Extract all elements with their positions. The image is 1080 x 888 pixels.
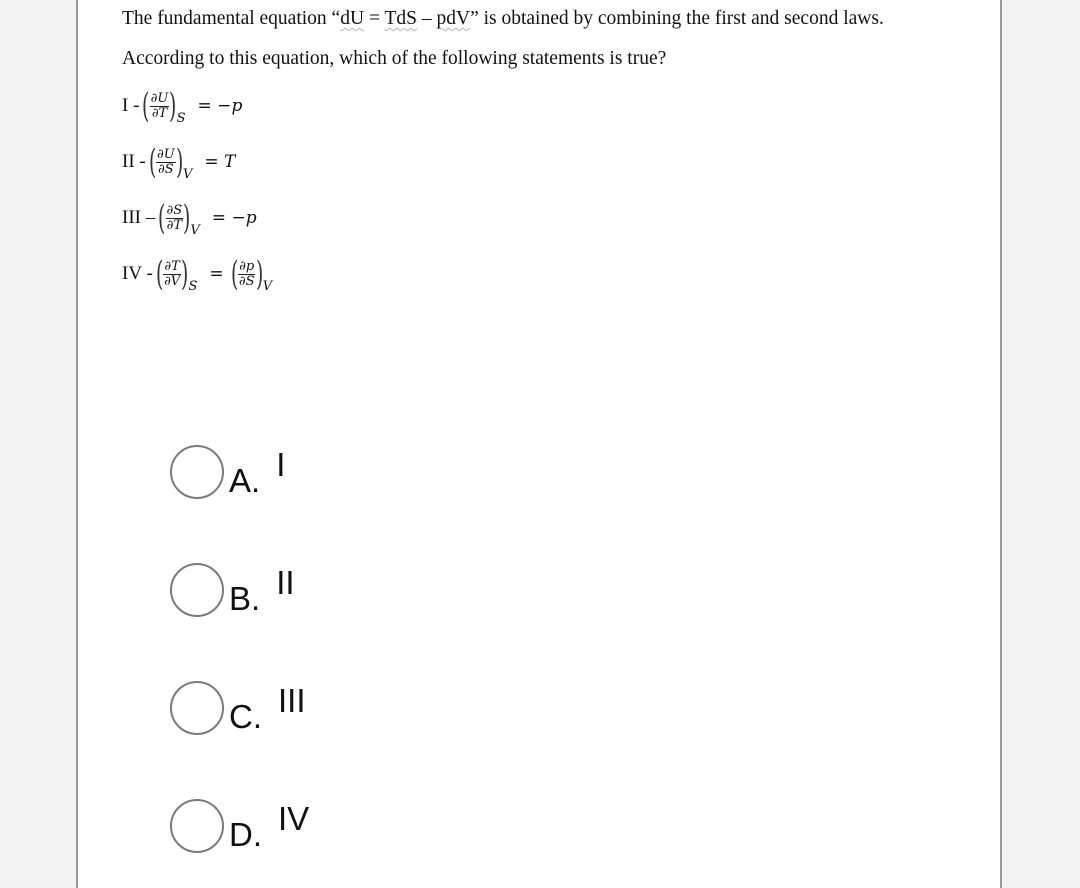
equation-du: dU <box>340 8 365 29</box>
rhs-operator: = − <box>197 96 232 116</box>
equals-sign: = <box>209 264 224 284</box>
left-paren: ( <box>148 142 157 182</box>
option-letter: C. <box>229 698 262 735</box>
radio-button-b[interactable] <box>170 563 224 617</box>
rhs-operator: = <box>204 152 224 172</box>
fraction-subscript: S <box>188 279 198 294</box>
statement-rhs <box>212 208 257 228</box>
right-paren: ) <box>183 198 191 238</box>
option-a[interactable] <box>170 442 285 502</box>
fraction-numerator: ∂S <box>166 202 183 218</box>
radio-button-c[interactable] <box>170 681 224 735</box>
fraction-subscript: S <box>176 111 186 126</box>
question-suffix: ” is obtained by combining the first and second laws. <box>470 8 884 29</box>
fraction-numerator: ∂p <box>239 258 255 274</box>
statement-label: IV - <box>122 263 153 284</box>
rhs-variable: T <box>224 152 236 172</box>
right-paren: ) <box>175 142 183 182</box>
right-paren: ) <box>255 254 263 294</box>
rhs-variable: p <box>231 96 243 116</box>
fraction-denominator: ∂S <box>158 161 174 177</box>
statement-label: III – <box>122 207 156 228</box>
option-letter: A. <box>229 462 261 499</box>
fraction-numerator: ∂U <box>157 146 175 162</box>
fraction-numerator: ∂T <box>164 258 180 274</box>
equation-pdv: pdV <box>436 8 471 29</box>
right-paren: ) <box>169 86 177 126</box>
fraction-subscript: V <box>190 223 200 238</box>
question-prefix: The fundamental equation “ <box>122 8 341 29</box>
statement-3 <box>122 196 257 240</box>
fraction-subscript: V <box>262 279 273 294</box>
partial-fraction <box>150 92 170 120</box>
partial-fraction <box>163 260 181 288</box>
fraction-denominator: ∂T <box>166 217 183 233</box>
fraction-subscript: V <box>182 167 193 182</box>
option-letter: B. <box>229 580 261 617</box>
statement-label: II - <box>122 151 146 172</box>
equation-tds: TdS <box>384 8 417 29</box>
statement-rhs <box>198 96 243 116</box>
option-d[interactable] <box>170 796 309 856</box>
fraction-denominator: ∂T <box>151 105 168 121</box>
left-paren: ( <box>142 86 150 126</box>
question-card <box>76 0 1002 888</box>
question-line-2: According to this equation, which of the following statements is true? <box>122 48 667 69</box>
partial-fraction-rhs <box>238 260 256 288</box>
partial-fraction <box>156 148 176 176</box>
fraction-denominator: ∂S <box>238 273 255 289</box>
statement-label: I - <box>122 95 140 116</box>
question-line-1 <box>122 8 884 30</box>
statement-rhs <box>204 152 235 172</box>
option-b[interactable] <box>170 560 295 620</box>
option-text: II <box>276 564 295 601</box>
option-text: I <box>276 446 286 483</box>
radio-button-d[interactable] <box>170 799 224 853</box>
right-paren: ) <box>181 254 189 294</box>
statement-4 <box>122 252 272 296</box>
equation-minus: – <box>416 8 437 29</box>
fraction-numerator: ∂U <box>150 90 169 106</box>
left-paren: ( <box>158 198 166 238</box>
partial-fraction <box>166 204 184 232</box>
left-paren: ( <box>155 254 164 294</box>
rhs-operator: = − <box>211 208 246 228</box>
option-c[interactable] <box>170 678 306 738</box>
equation-equals: = <box>364 8 385 29</box>
option-text: IV <box>278 800 310 837</box>
rhs-variable: p <box>245 208 257 228</box>
left-paren: ( <box>230 254 238 294</box>
statement-1 <box>122 84 242 128</box>
option-text: III <box>278 682 306 719</box>
radio-button-a[interactable] <box>170 445 224 499</box>
statement-2 <box>122 140 235 184</box>
option-letter: D. <box>229 816 262 853</box>
fraction-denominator: ∂V <box>164 273 181 289</box>
